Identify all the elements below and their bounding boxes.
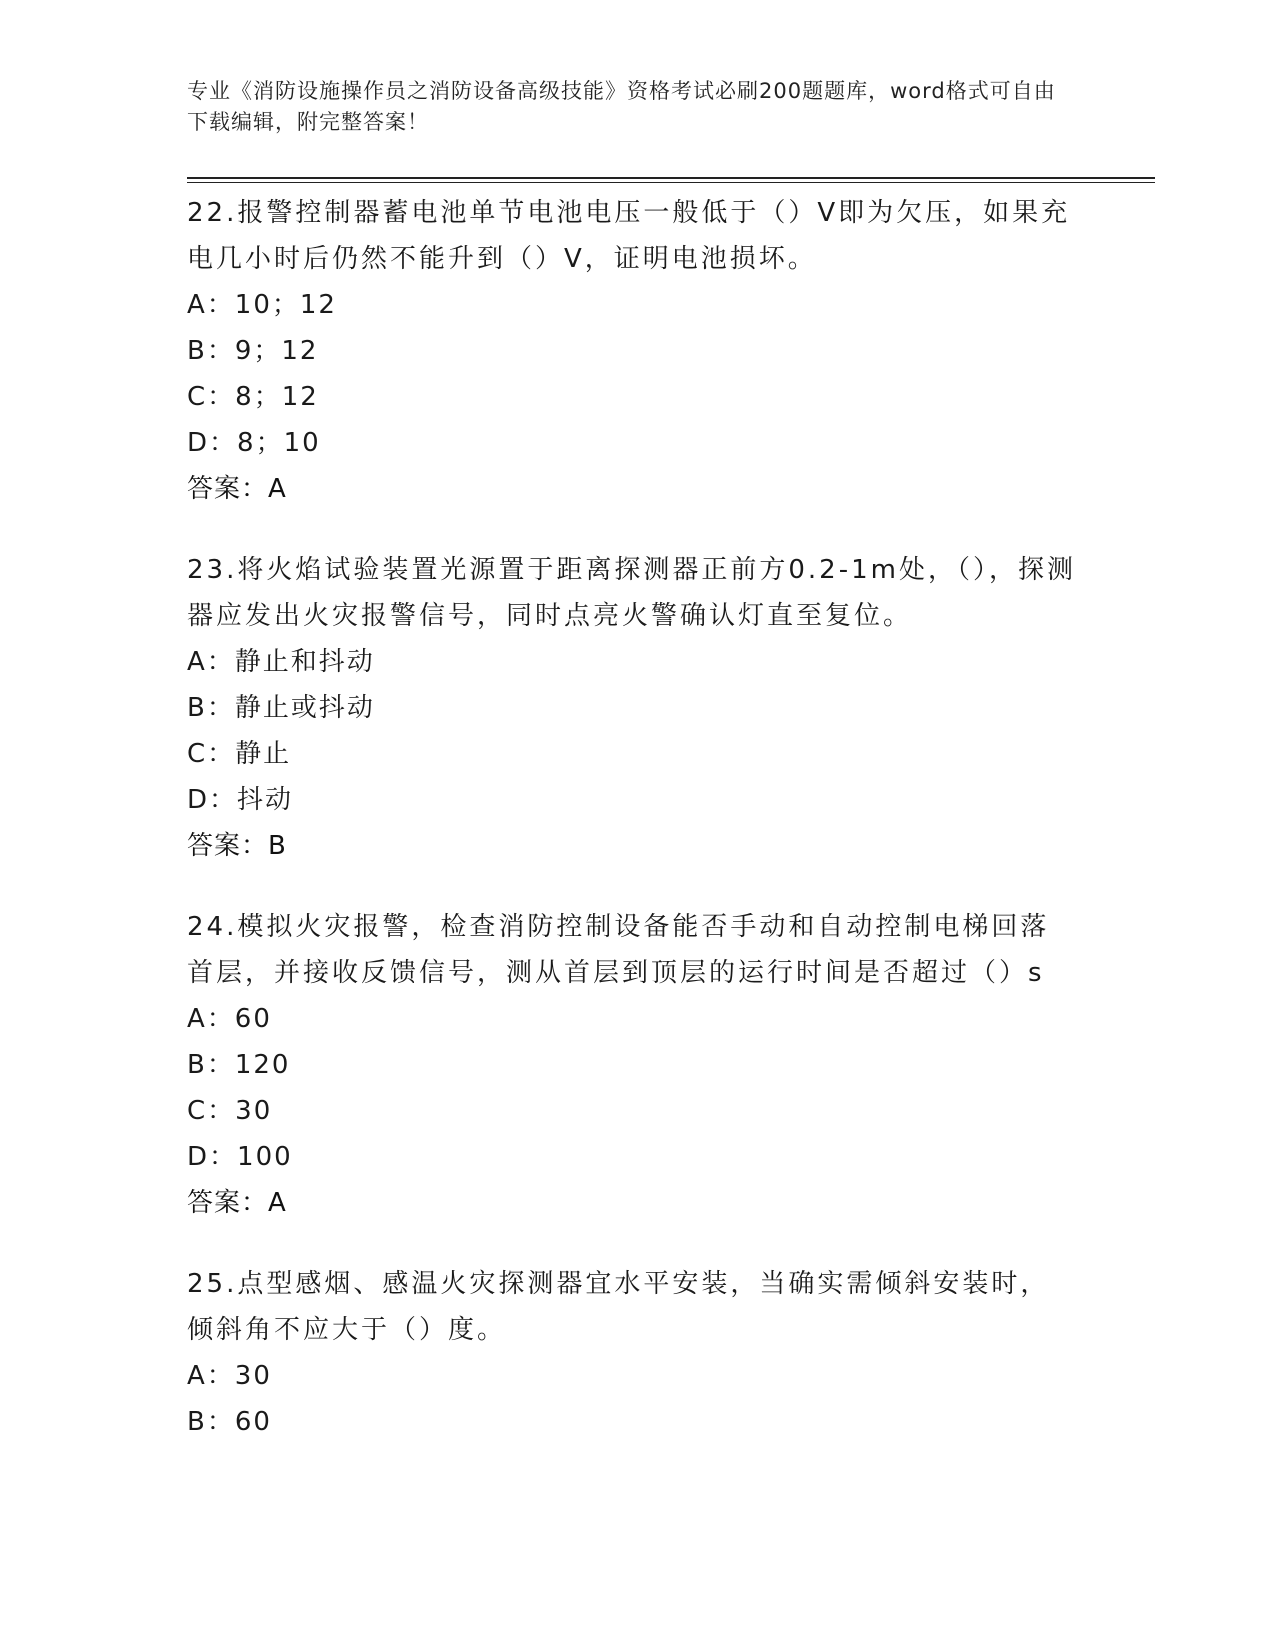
option-a: A：60 [187,1004,272,1034]
option-d: D：100 [187,1142,293,1172]
question-23 [187,547,1077,869]
option-a: A：静止和抖动 [187,647,375,677]
question-stem: 25.点型感烟、感温火灾探测器宜水平安装，当确实需倾斜安装时，倾斜角不应大于（）度。 [187,1269,1050,1345]
header-divider-thin [187,182,1155,183]
answer-line: 答案：A [187,1188,287,1218]
option-b: B：120 [187,1050,291,1080]
question-stem: 24.模拟火灾报警，检查消防控制设备能否手动和自动控制电梯回落首层，并接收反馈信号，测从首层到顶层的运行时间是否超过（）s [187,912,1050,988]
question-list [187,190,1077,1445]
option-b: B：9；12 [187,336,319,366]
question-24 [187,904,1077,1226]
question-25 [187,1261,1077,1445]
option-c: C：30 [187,1096,273,1126]
option-b: B：静止或抖动 [187,693,375,723]
question-22 [187,190,1077,512]
option-c: C：静止 [187,739,292,769]
question-stem: 22.报警控制器蓄电池单节电池电压一般低于（）V即为欠压，如果充电几小时后仍然不能升到（）V，证明电池损坏。 [187,198,1071,274]
document-header: 专业《消防设施操作员之消防设备高级技能》资格考试必刷200题题库，word格式可自由下载编辑，附完整答案！ [187,79,1056,134]
answer-line: 答案：A [187,474,287,504]
answer-line: 答案：B [187,831,287,861]
option-a: A：10；12 [187,290,337,320]
option-a: A：30 [187,1361,272,1391]
option-d: D：8；10 [187,428,321,458]
question-stem: 23.将火焰试验装置光源置于距离探测器正前方0.2-1m处，（），探测器应发出火灾报警信号，同时点亮火警确认灯直至复位。 [187,555,1076,631]
option-d: D：抖动 [187,785,294,815]
header-divider-thick [187,177,1155,179]
option-c: C：8；12 [187,382,319,412]
option-b: B：60 [187,1407,272,1437]
